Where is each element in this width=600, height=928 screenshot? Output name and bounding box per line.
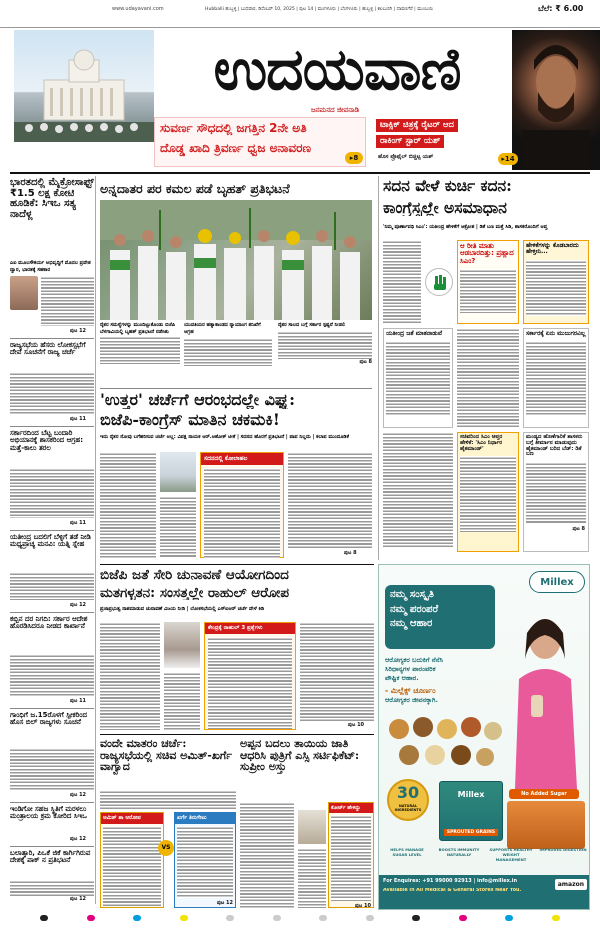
lead-kicker[interactable]: ಅನ್ನದಾತರ ಪರ ಕಮಲ ಪಡೆ ಬೃಹತ್ ಪ್ರತಿಭಟನೆ — [100, 182, 372, 201]
right-box6 — [523, 432, 589, 552]
ad-copy — [385, 657, 503, 704]
center-body-col1 — [100, 452, 156, 558]
ad-benefit2: BOOSTS IMMUNITY NATURALLY — [438, 847, 480, 857]
right-box3-title: ಯತೀಂದ್ರ ಜತೆ ಮಾತನಾಡುವೆ — [386, 330, 443, 337]
right-box4-title: ಸರ್ಕಾರಕ್ಕೆ ಏನು ಮುಜುಗರವಿಲ್ಲ — [526, 330, 586, 337]
masthead-rule — [10, 172, 590, 174]
ad-benefit1: HELPS MANAGE SUGAR LEVEL — [390, 847, 424, 857]
right-box3 — [383, 328, 453, 428]
ad-shop[interactable] — [555, 879, 587, 890]
ad-brand — [529, 571, 585, 593]
right-box4 — [523, 328, 589, 428]
divider — [10, 846, 94, 847]
ad-tagline1: ನಮ್ಮ ಸಂಸ್ಕೃತಿ — [390, 589, 434, 600]
lead-side2-title[interactable]: ರೈತರ ಸಾಲದ ಬಗ್ಗೆ ಸರ್ಕಾರ ಸ್ಪಷ್ಟನೆ ನೀಡಲಿ — [278, 322, 346, 328]
divider — [10, 802, 94, 803]
story1-lead: ಎಐ ಮೂಲಸೌಕರ್ಯ ಅಭಿವೃದ್ಧಿಗೆ ಮೊದಲ ಪ್ರವೇಶ ದ್ವಾರ, ಭಾರತಕ್ಕೆ ಸಹಕಾರ — [10, 260, 91, 273]
bottom-left-box2-body — [177, 826, 233, 898]
center-page[interactable]: ಪುಟ 8 — [344, 550, 357, 556]
mid-body-col2 — [164, 672, 200, 730]
ad-grains — [385, 715, 505, 775]
story8-page[interactable]: ಪುಟ 12 — [70, 896, 87, 902]
lead-side2-body — [278, 331, 372, 359]
ad-nosugar-text: No Added Sugar — [521, 791, 567, 797]
center-box-title: ಸದನದಲ್ಲಿ ಕೋಲಾಹಲ — [201, 453, 283, 465]
center-body-col3 — [288, 452, 372, 548]
mid-box-title: ಕೇಂದ್ರಕ್ಕೆ ರಾಹುಲ್ 3 ಪ್ರಶ್ನೆಗಳು — [205, 623, 295, 634]
mid-body-col1 — [100, 622, 160, 730]
mid-headline-line1[interactable]: ಬಿಜೆಪಿ ಜತೆ ಸೇರಿ ಚುನಾವಣೆ ಆಯೋಗದಿಂದ — [100, 568, 289, 583]
bottom-right-box-body — [331, 815, 371, 901]
center-headline-line2[interactable]: ಬಿಜೆಪಿ-ಕಾಂಗ್ರೆಸ್ ಮಾತಿನ ಚಕಮಕಿ! — [100, 412, 280, 429]
story6-body — [10, 748, 94, 790]
promo2-page-badge: ▸14 — [498, 153, 518, 165]
right-headline-line2[interactable]: ಕಾಂಗ್ರೆಸ್ಸಲ್ಲೇ ಅಸಮಾಧಾನ — [383, 200, 507, 217]
bottom-left-box1 — [100, 812, 164, 908]
promo2-line1: ಟಾಕ್ಸಿಕ್ ಚಿತ್ರಕ್ಕೆ ರೈಟರ್ ಆದ — [376, 119, 458, 132]
story8-body — [10, 880, 94, 896]
promo-flag-unveil[interactable] — [154, 117, 366, 167]
promo-actor[interactable] — [374, 117, 520, 167]
bottom-left-box1-body — [103, 826, 161, 906]
story1-page[interactable]: ಪುಟ 12 — [70, 328, 87, 334]
divider — [10, 530, 94, 531]
bottom-right-body-col2 — [298, 848, 326, 908]
ad-pack — [439, 781, 503, 841]
ad-copy2: ಸಿರಿಧಾನ್ಯಗಳ ಪಾರಂಪರಿಕ — [385, 664, 436, 673]
right-body-col2 — [457, 328, 519, 428]
promo1-line2: ದೊಡ್ಡ ಖಾದಿ ತ್ರಿವರ್ಣ ಧ್ವಜ ಅನಾವರಣ — [160, 141, 311, 155]
protest-illustration — [100, 200, 372, 320]
story1-title[interactable]: ಭಾರತದಲ್ಲಿ ಮೈಕ್ರೋಸಾಫ್ಟ್ ₹1.5 ಲಕ್ಷ ಕೋಟಿ ಹೂಡಿಕೆ: ಸಿಇಒ ಸತ್ಯ ನಾದೆಳ್ಲ — [10, 177, 94, 220]
right-box2-title: ಹೇಳಿಕೆಗಳನ್ನು ಕೊಡಬಾರದು ಹೇಳ್ತೀನಿ... — [526, 242, 579, 256]
ad-benefit3: SUPPORTS HEALTHY WEIGHT MANAGEMENT — [489, 847, 533, 862]
ad-pack2 — [507, 801, 585, 849]
right-box1 — [457, 240, 519, 324]
model-illustration — [501, 599, 585, 789]
lead-side-page[interactable]: ಪುಟ 8 — [359, 358, 372, 365]
center-photo — [160, 452, 196, 492]
right-body-col1 — [383, 240, 421, 324]
ad-tagline-box — [385, 585, 495, 649]
ad-benefit4: IMPROVES DIGESTION — [539, 847, 587, 852]
ad-footer — [379, 875, 590, 910]
ad-badge-num: 30 — [396, 783, 420, 802]
bottom-left-page[interactable]: ಪುಟ 12 — [216, 900, 233, 906]
story6-page[interactable]: ಪುಟ 12 — [70, 792, 87, 798]
story8-title[interactable]: ಬಲಾತ್ಕಾರಿ, ಪಿಒಕೆ ಜಿಕೆ ಕಾರ್ಗಿಗಿರುವ ದೇಶಕ್ಕೆ ಪಾಕ್ ನ ಪ್ರತಿಭಟನೆ — [10, 849, 91, 865]
bottom-right-headline[interactable]: ಅಪ್ಪನ ಬದಲು ತಾಯಿಯ ಜಾತಿ ಆಧರಿಸಿ ಪುತ್ರಿಗೆ ಎಸ್ಸಿ ಸರ್ಟಿಫಿಕೆಟ್: ಸುಪ್ರೀಂ ಅಸ್ತು — [240, 737, 360, 774]
center-body-col2 — [160, 496, 196, 558]
reg-dot — [273, 915, 281, 921]
ad-availability: Available in All Medical & General Stores Near You. — [383, 888, 522, 893]
story2-body — [10, 372, 94, 414]
bottom-left-box2-title: ಖರ್ಗೆ ತಿರುಗೇಟು — [175, 813, 235, 824]
promo1-page: 8 — [353, 154, 359, 162]
right-box6-body — [526, 462, 586, 524]
reg-dot — [412, 915, 420, 921]
mid-box-body — [208, 637, 292, 729]
divider — [10, 338, 94, 339]
bottom-right-body-col1 — [240, 802, 294, 908]
right-top-story — [378, 176, 590, 560]
bottom-left-box1-title: ಅಮಿತ್ ಶಾ ಆರೋಪ — [101, 813, 163, 824]
center-box — [200, 452, 284, 558]
right-body-col3 — [383, 432, 453, 548]
ad-nosugar — [509, 789, 579, 799]
reg-dot — [459, 915, 467, 921]
actor-portrait — [512, 30, 600, 170]
right-headline-line1[interactable] — [383, 178, 591, 194]
story1-body — [41, 276, 94, 326]
story5-body — [10, 654, 94, 696]
story3-title[interactable]: ಸರ್ಕಾರದಿಂದ ಬೆಟ್ಟ ಬಂದಾರಿ ಅಭಿಯಾನಕ್ಕೆ ಶಾಸಕರಿಂದ ಆಗ್ರಹ: ಮತ್ತೆ-ಕಾಲು ತರಲ — [10, 429, 83, 452]
center-story-rule — [100, 388, 372, 389]
ad-copy1: ಆರೋಗ್ಯಕರ ಬದುಕಿಗೆ ನೆನೆಸಿ — [385, 656, 443, 664]
ad-pack-brand-text: Millex — [457, 790, 485, 799]
right-box4-body — [526, 341, 586, 415]
right-box1-title: ಆ ರೀತಿ ಮಾತು ಆಡಬಾರದಿತ್ತು: ಪ್ರಹ್ಲಾದ ಸಿಎಂ? — [460, 242, 514, 265]
price: ಬೆಲೆ: ₹ 6.00 — [538, 4, 584, 13]
story2-title[interactable]: ರಾಜ್ಯಸಭೆಯ ಹೆಸರು ಲೋಕಸ್ಸಭೆಗೆ ದೇವೆ ಸೂಚನೆಗೆ ರಾಜ್ಯ ಚರ್ಚೆ — [10, 341, 86, 357]
rahul-photo — [164, 622, 200, 668]
left-column — [10, 176, 96, 904]
right-page[interactable]: ಪುಟ 8 — [572, 526, 585, 533]
center-deck: ಇದು ರೈತರ ನೋವು ಬಗೆಹರಿಸುವ ಚರ್ಚೆ ಅಲ್ಲ: ವಿಪಕ್ಷ ನಾಯಕ ಆರ್.ಅಶೋಕ್ ಟೀಕೆ | ಸದನದ ಹೊರಗೆ ಪ್ರತಿಭಟನೆ | ಪಾಪ ನಿಲ್ಲದು | ಕಲಾಪ ಮುಂದೂಡಿಕೆ — [100, 434, 349, 440]
lead-caption: ರೈತರ ಸಮಸ್ಯೆಗಳನ್ನು ಮುಂದಿಟ್ಟುಕೊಂಡು ಬಿಜೆಪಿ ಬೆಳಗಾವಿಯಲ್ಲಿ ಬೃಹತ್ ಪ್ರತಿಭಟನೆ ನಡೆಸಿತು — [100, 322, 176, 335]
promo2-line2: ರಾಕಿಂಗ್ ಸ್ಟಾರ್ ಯಶ್ — [376, 135, 444, 148]
lead-side1-body — [184, 338, 272, 366]
bottom-left-headline[interactable]: ವಂದೇ ಮಾತರಂ ಚರ್ಚೆ: ರಾಜ್ಯಸಭೆಯಲ್ಲಿ ಸಚಿವ ಅಮಿತ್-ಖರ್ಗೆ ವಾಗ್ವಾದ — [100, 737, 232, 774]
ad-badge-text: NATURAL INGREDIENTS — [394, 804, 422, 812]
ad-enquiry[interactable]: For Enquires: +91 99000 92913 | info@millex.in — [383, 878, 518, 884]
vs-label: VS — [161, 844, 171, 851]
ad-tagline2: ನಮ್ಮ ಪರಂಪರೆ — [390, 603, 439, 615]
right-box5 — [457, 432, 519, 552]
reg-dot — [366, 915, 374, 921]
reg-dot — [180, 915, 188, 921]
story7-page[interactable]: ಪುಟ 12 — [70, 836, 87, 842]
mid-box — [204, 622, 296, 730]
bottom-left-box2 — [174, 812, 236, 908]
lead-caption-body — [100, 336, 180, 364]
right-box1-body — [460, 269, 516, 313]
portrait-illustration — [512, 30, 600, 170]
right-box5-title: ಸಚಿವರಿಂದ ಸಿಎಂ ಆಪ್ತರ ಹೇಳಿಕೆ: 'ಸಿಎಂ ನಿರ್ಧಾರ ಹೈಕಮಾಂಡ್' — [460, 434, 503, 452]
mid-deck: ಪ್ರಜಾಪ್ರಭುತ್ವ ನಾಶಮಾಡುವ ಚುನಾವಣೆ ವಿಜಯ ನೀಡಿ | ಲೋಕಸಭೆಯಲ್ಲಿ ಎಸ್‍ಐಆರ್ ಚರ್ಚೆ ವೇಳೆ ಕಿಡಿ — [100, 606, 264, 612]
story2-page[interactable]: ಪುಟ 11 — [70, 416, 87, 422]
ad-benefits — [383, 847, 587, 873]
hand-icon — [429, 272, 449, 292]
ad-product: - ಮಿಲ್ಲೆಕ್ಸ್ ಚೂರ್ಣಂ — [385, 686, 436, 696]
vs-badge — [158, 840, 174, 856]
bottom-left-body — [100, 790, 236, 810]
ad-product-sub: ಆರೋಗ್ಯಕರ ಜೀವನಕ್ಕಾಗಿ. — [385, 696, 438, 705]
reg-dot — [87, 915, 95, 921]
right-box2-body — [526, 260, 586, 316]
story4-title[interactable]: ಯತೀಂದ್ರ ಬದಲಿಗೆ ಬೆಳ್ಳಿಗೆ ತಡೆ ನೀಡಿ ಮಧ್ಯಪ್ರಾಚ್ಯ ಮನವಿ: ಯತ್ನಿ ಸ್ನೇಹ — [10, 533, 91, 549]
reg-dot — [552, 915, 560, 921]
reg-dot — [133, 915, 141, 921]
story6-title[interactable]: ಗಾಂಧಿಗೆ ಜ.15ರೊಳಗೆ ಸ್ಪೀಕರಿಂದ ಹೊಸ ಬಿಲ್ ರಾಜ್ಯಗಳು ಸೂಚನೆ — [10, 711, 87, 727]
mid-rule — [100, 564, 374, 565]
ad-model — [501, 599, 585, 789]
mid-body-col3 — [300, 622, 374, 722]
reg-dot — [319, 915, 327, 921]
promo2-page: 14 — [504, 155, 515, 163]
ad-pack-label: SPROUTED GRAINS — [444, 829, 498, 836]
website-url[interactable]: www.udayavani.com — [112, 6, 164, 12]
right-headline-text1: ಸದನ ವೇಳೆ ಕುರ್ಚಿ ಕದನ: — [383, 178, 512, 195]
millex-ad[interactable] — [378, 564, 590, 910]
promo1-page-badge: ▸8 — [345, 152, 363, 164]
bottom-rule — [100, 734, 374, 735]
lead-photo — [100, 200, 372, 320]
mid-page[interactable]: ಪುಟ 10 — [348, 722, 365, 728]
grains-illustration — [385, 715, 505, 775]
dateline: Hubballi ಹುಬ್ಬಳ್ಳಿ | ಬುಧವಾರ, ಡಿಸೆಂಬರ್ 10, 2025 | ಪುಟ 14 | ಮಂಗಳೂರು | ಬೆಂಗಳೂರು | ಹುಬ್ಬಳ್ಳಿ | ಕಲಬುರಗಿ | ದಾವಣಗೆರೆ | ಮುಂಬಯಿ — [205, 7, 434, 12]
right-box6-title: ಮಂಡ್ಯದ ಹೊಣೆಗಾರಿಕೆ ಶಾಸಕರು ಬಗ್ಗೆ ತೀರ್ಮಾನ ಮಾಡುವುದು ಹೈಕಮಾಂಡ್ ಬರಿದ ಬೆಡ್: ಡಿಕೆ ಬಣ — [526, 434, 583, 458]
bottom-right-box-title: ಕೋರ್ಟ್ ಹೇಳಿದ್ದು — [329, 803, 373, 813]
reg-dot — [226, 915, 234, 921]
story3-body — [10, 468, 94, 518]
reg-dot — [40, 915, 48, 921]
lead-side2 — [278, 322, 372, 365]
bottom-right-box — [328, 802, 374, 908]
promo1-line1: ಸುವರ್ಣ ಸೌಧದಲ್ಲಿ ಜಗತ್ತಿನ 2ನೇ ಅತಿ — [160, 121, 307, 135]
lead-side1-title[interactable]: ಯುವತಿಯರ ಹತ್ಯಾಕಾಂಡದ ನ್ಯಾಯಾಂಗ ತನಿಖೆಗೆ ಆಗ್ರಹ — [184, 322, 261, 335]
ad-brand-name: Millex — [540, 577, 574, 588]
story4-page[interactable]: ಪುಟ 12 — [70, 602, 87, 608]
story5-title[interactable]: ಕಬ್ಬಿನ ದರ ನಿಗದಿ: ಸರ್ಕಾರ ಆದೇಶ ಹೊರಡಿಸಿದರೂ ನೀಡದ ಕಾರ್ಖಾನೆ — [10, 615, 88, 631]
promo2-line3: ಹೊಸ ಪ್ರೊಫೈಲ್ ಬಿಚ್ಚಿಟ್ಟ ಯಶ್ — [378, 154, 434, 160]
newspaper-title[interactable]: ಉದಯವಾಣಿ — [213, 35, 461, 103]
ceo-photo — [10, 276, 38, 310]
ad-badge — [387, 779, 429, 821]
print-registration — [40, 914, 560, 922]
ad-copy3: ಪೌಷ್ಟಿಕ ಆಹಾರ. — [385, 673, 419, 682]
story3-page[interactable]: ಪುಟ 11 — [70, 520, 87, 526]
masthead-photo — [14, 30, 154, 142]
reg-dot — [505, 915, 513, 921]
ad-pack-brand — [440, 790, 502, 799]
newspaper-tagline: ಜನಮನದ ಜೀವನಾಡಿ — [310, 106, 360, 114]
right-box3-body — [386, 341, 450, 415]
story7-title[interactable]: ಇಂಡಿಗೋ ಸಹಜ ಸ್ಥಿತಿಗೆ ಮರಳಲು ಮಂತ್ರಾಲಯ ಕ್ರಮ ಕೋರಿದ ಸಿಇಒ — [10, 805, 87, 821]
masthead-strip — [0, 0, 600, 28]
lead-side1 — [184, 322, 272, 366]
court-photo — [298, 810, 326, 844]
soudha-illustration — [14, 30, 154, 142]
right-box5-body — [460, 456, 516, 532]
right-deck: 'ನಿಮ್ಮ ಪೂರ್ಣಾವಧಿ ಸಿಎಂ': ಯತೀಂದ್ರ ಹೇಳಿಕೆಗೆ ಆಕ್ರೋಶ | ಡಿಕೆ ಬಣ ಮತ್ತೆ ಸಿಡಿ, ಶಾಸಕರೊಂದಿಗೆ ಆಪ್ತ — [383, 224, 548, 230]
divider — [10, 612, 94, 613]
congress-logo — [425, 268, 453, 296]
divider — [10, 426, 94, 427]
mid-headline-line2[interactable]: ಮತಗಳ್ಳತನ: ಸಂಸತ್ತಲ್ಲೇ ರಾಹುಲ್ ಆರೋಪ — [100, 586, 290, 601]
divider — [10, 708, 94, 709]
center-headline-line1[interactable]: 'ಉತ್ತರ' ಚರ್ಚೆಗೆ ಆರಂಭದಲ್ಲೇ ವಿಘ್ನ: — [100, 392, 296, 409]
story5-page[interactable]: ಪುಟ 11 — [70, 698, 87, 704]
story4-body — [10, 572, 94, 600]
bottom-right-page[interactable]: ಪುಟ 10 — [354, 903, 371, 909]
ad-shop-text: amazon — [557, 881, 584, 888]
ad-tagline3: ನಮ್ಮ ಆಹಾರ — [390, 618, 433, 629]
right-box2 — [523, 240, 589, 324]
center-box-body — [204, 468, 280, 558]
